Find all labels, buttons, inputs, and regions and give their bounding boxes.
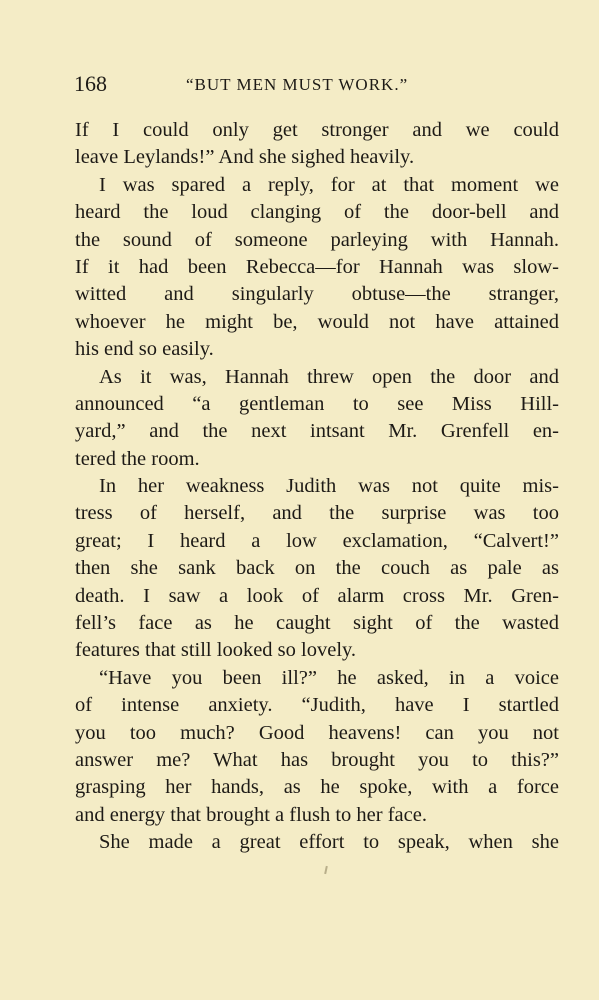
text-line: features that still looked so lovely. xyxy=(75,639,357,662)
text-line: his end so easily. xyxy=(75,338,214,361)
text-line: If it had been Rebecca—for Hannah was slow- xyxy=(75,255,559,278)
text-line: announced “a gentleman to see Miss Hill- xyxy=(75,392,559,415)
text-line: and energy that brought a flush to her face. xyxy=(75,803,427,826)
text-line: whoever he might be, would not have attained xyxy=(75,310,559,333)
text-line: “Have you been ill?” he asked, in a voice xyxy=(99,666,559,689)
text-line: As it was, Hannah threw open the door and xyxy=(99,365,559,388)
text-line: She made a great effort to speak, when she xyxy=(99,831,559,854)
page-number: 168 xyxy=(74,71,107,96)
text-line: In her weakness Judith was not quite mis- xyxy=(99,475,559,498)
text-line: then she sank back on the couch as pale as xyxy=(75,557,559,580)
text-line: leave Leylands!” And she sighed heavily. xyxy=(75,146,415,169)
text-line: fell’s face as he caught sight of the wasted xyxy=(75,612,559,635)
body-text xyxy=(75,117,559,857)
page-speck xyxy=(324,866,328,874)
text-line: heard the loud clanging of the door-bell and xyxy=(75,201,559,224)
text-line: answer me? What has brought you to this?” xyxy=(75,748,559,771)
text-line: you too much? Good heavens! can you not xyxy=(75,721,559,744)
text-line: of intense anxiety. “Judith, have I startled xyxy=(75,694,559,717)
text-line: the sound of someone parleying with Hannah. xyxy=(75,228,559,251)
text-line: witted and singularly obtuse—the stranger, xyxy=(75,283,559,306)
text-line: I was spared a reply, for at that moment we xyxy=(99,173,559,196)
text-line: tress of herself, and the surprise was too xyxy=(75,502,559,525)
text-line: If I could only get stronger and we could xyxy=(75,119,559,141)
running-title: “BUT MEN MUST WORK.” xyxy=(186,75,409,94)
running-head xyxy=(74,72,560,96)
text-line: yard,” and the next intsant Mr. Grenfell en- xyxy=(75,420,559,443)
text-line: great; I heard a low exclamation, “Calvert!” xyxy=(75,529,559,552)
text-line: tered the room. xyxy=(75,447,200,470)
text-line: grasping her hands, as he spoke, with a force xyxy=(75,776,559,799)
text-line: death. I saw a look of alarm cross Mr. Gren- xyxy=(75,584,559,607)
